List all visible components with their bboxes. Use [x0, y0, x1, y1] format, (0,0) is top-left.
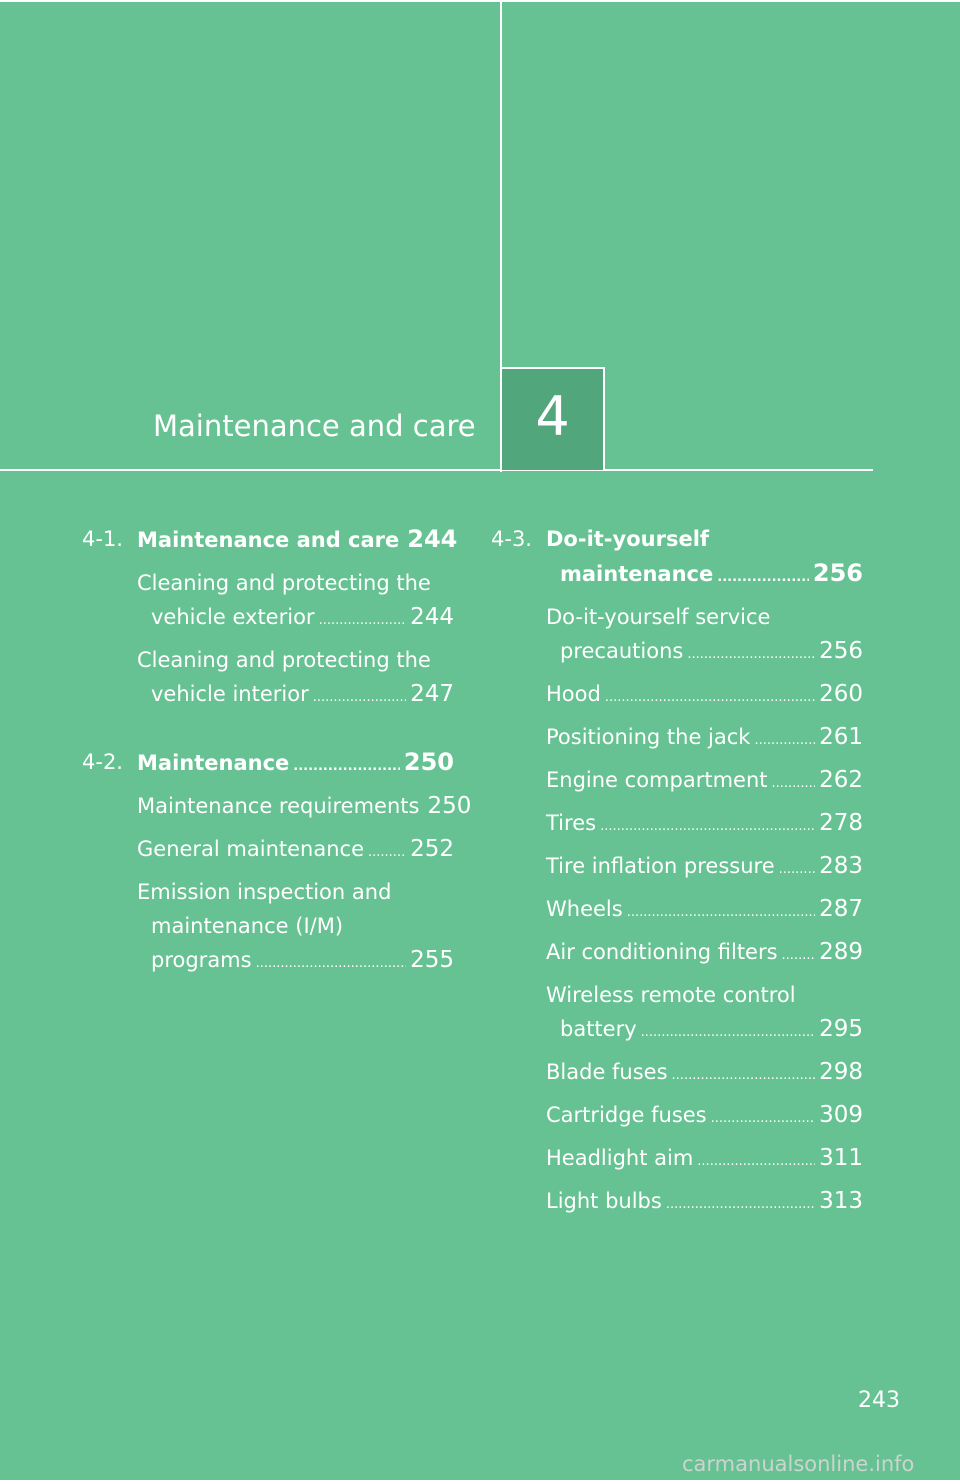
leader-dots	[782, 939, 816, 973]
entry-label: programs	[151, 948, 252, 972]
toc-entry-wireless-remote-battery[interactable]	[546, 978, 863, 1050]
section-4-1	[82, 522, 458, 715]
entry-label: General maintenance	[137, 837, 365, 861]
page-ref: 309	[819, 1102, 863, 1128]
leader-dots	[779, 853, 815, 887]
page-ref: 311	[819, 1145, 863, 1171]
entry-lead: Cleaning and protecting the	[137, 571, 431, 595]
section-number: 4-2.	[82, 750, 123, 774]
toc-entry-light-bulbs[interactable]	[546, 1184, 863, 1222]
toc-entry-tires[interactable]	[546, 806, 863, 844]
toc-entry-emission-inspection[interactable]	[137, 875, 454, 981]
section-4-3	[491, 522, 863, 1222]
watermark: carmanualsonline.info	[682, 1452, 915, 1476]
entry-label: Wheels	[546, 897, 623, 921]
page-ref: 287	[819, 896, 863, 922]
leader-dots	[319, 604, 407, 638]
leader-dots	[256, 947, 407, 981]
page-ref: 261	[819, 724, 863, 750]
toc-entry-cartridge-fuses[interactable]	[546, 1098, 863, 1136]
leader-dots	[627, 896, 815, 930]
entry-label: precautions	[560, 639, 684, 663]
leader-dots	[672, 1059, 816, 1093]
leader-dots	[711, 1102, 815, 1136]
chapter-number: 4	[535, 385, 570, 448]
entry-label: Tire inflation pressure	[546, 854, 775, 878]
page-ref: 255	[410, 947, 454, 973]
toc-entry-wheels[interactable]	[546, 892, 863, 930]
leader-dots	[771, 767, 815, 801]
page-ref: 250	[403, 748, 454, 776]
entry-label: Light bulbs	[546, 1189, 662, 1213]
entry-label: Positioning the jack	[546, 725, 751, 749]
leader-dots	[666, 1188, 815, 1222]
page-ref: 278	[819, 810, 863, 836]
horizontal-divider	[0, 469, 873, 471]
entry-label: vehicle exterior	[151, 605, 315, 629]
page-number: 243	[858, 1388, 900, 1413]
toc-entry-general-maintenance[interactable]	[137, 832, 454, 870]
page-ref: 298	[819, 1059, 863, 1085]
toc-entry-headlight-aim[interactable]	[546, 1141, 863, 1179]
toc-entry-maintenance-and-care[interactable]	[137, 522, 458, 561]
toc-entry-hood[interactable]	[546, 677, 863, 715]
page-ref: 244	[407, 525, 458, 553]
leader-dots	[600, 810, 815, 844]
leader-dots	[697, 1145, 815, 1179]
page-ref: 244	[410, 604, 454, 630]
leader-dots	[293, 750, 400, 784]
leader-dots	[687, 638, 815, 672]
leader-dots	[368, 836, 406, 870]
entry-lead-2: maintenance (I/M)	[151, 914, 344, 938]
entry-label: battery	[560, 1017, 637, 1041]
page-ref: 260	[819, 681, 863, 707]
entry-lead: Wireless remote control	[546, 983, 796, 1007]
entry-label: Air conditioning filters	[546, 940, 778, 964]
toc-entry-vehicle-interior[interactable]	[137, 643, 454, 715]
leader-dots	[717, 561, 809, 595]
section-title: Maintenance	[137, 751, 290, 775]
leader-dots	[605, 681, 815, 715]
toc-entry-blade-fuses[interactable]	[546, 1055, 863, 1093]
toc-entry-maintenance[interactable]	[137, 745, 454, 784]
entry-label: Headlight aim	[546, 1146, 694, 1170]
entry-label: Blade fuses	[546, 1060, 668, 1084]
toc-entry-tire-inflation-pressure[interactable]	[546, 849, 863, 887]
section-title: maintenance	[560, 562, 714, 586]
page-ref: 289	[819, 939, 863, 965]
toc-entry-maintenance-requirements[interactable]	[137, 789, 472, 827]
toc-entry-vehicle-exterior[interactable]	[137, 566, 454, 638]
leader-dots	[313, 681, 406, 715]
entry-label: Engine compartment	[546, 768, 768, 792]
section-title: Maintenance and care	[137, 528, 400, 552]
manual-page	[0, 2, 960, 1480]
page-ref: 295	[819, 1016, 863, 1042]
entry-lead: Do-it-yourself service	[546, 605, 771, 629]
page-ref: 256	[812, 559, 863, 587]
entry-label: Cartridge fuses	[546, 1103, 707, 1127]
page-ref: 252	[410, 836, 454, 862]
entry-lead: Cleaning and protecting the	[137, 648, 431, 672]
section-title-lead: Do-it-yourself	[546, 527, 710, 551]
section-4-2	[82, 745, 472, 981]
leader-dots	[754, 724, 815, 758]
toc-entry-air-conditioning-filters[interactable]	[546, 935, 863, 973]
toc-entry-service-precautions[interactable]	[546, 600, 863, 672]
page-ref: 283	[819, 853, 863, 879]
section-number: 4-3.	[491, 527, 532, 551]
chapter-title: Maintenance and care	[153, 409, 476, 443]
page-ref: 250	[427, 793, 472, 819]
toc-entry-do-it-yourself-maintenance[interactable]	[546, 522, 863, 595]
entry-label: Hood	[546, 682, 601, 706]
page-ref: 247	[410, 681, 454, 707]
toc-entry-engine-compartment[interactable]	[546, 763, 863, 801]
leader-dots	[641, 1016, 815, 1050]
section-number: 4-1.	[82, 527, 123, 551]
entry-label: Maintenance requirements	[137, 794, 420, 818]
toc-entry-positioning-the-jack[interactable]	[546, 720, 863, 758]
chapter-number-box	[502, 367, 605, 470]
entry-label: vehicle interior	[151, 682, 309, 706]
page-ref: 256	[819, 638, 863, 664]
page-ref: 262	[819, 767, 863, 793]
entry-label: Tires	[546, 811, 597, 835]
page-ref: 313	[819, 1188, 863, 1214]
entry-lead: Emission inspection and	[137, 880, 392, 904]
